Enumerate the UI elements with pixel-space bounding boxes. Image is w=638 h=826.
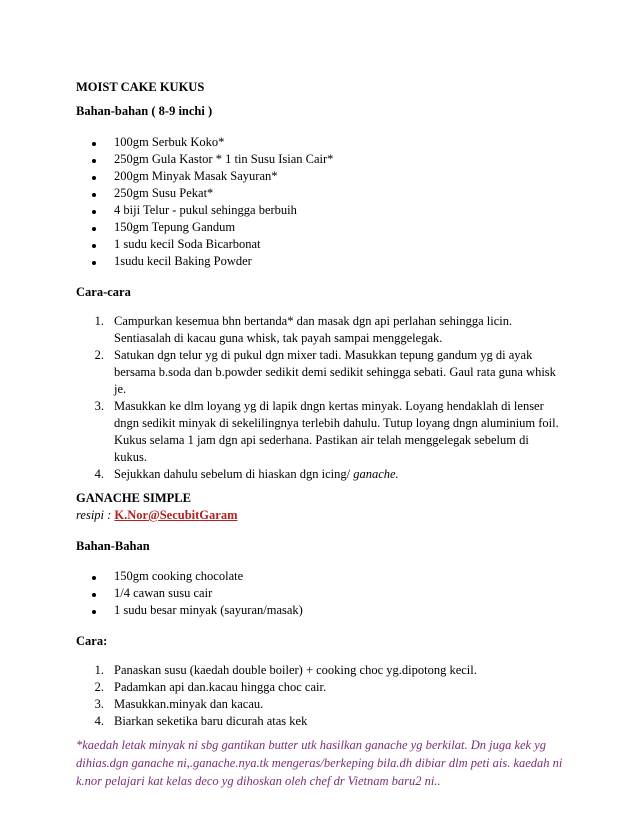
list-item: 250gm Susu Pekat* [114, 186, 214, 200]
step-number: 3. [94, 697, 104, 711]
list-item: 1 sudu kecil Soda Bicarbonat [114, 237, 261, 251]
bullet-icon [92, 159, 96, 163]
list-item: 100gm Serbuk Koko* [114, 135, 225, 149]
bahan2-heading: Bahan-Bahan [76, 539, 150, 553]
list-item: 250gm Gula Kastor * 1 tin Susu Isian Cair* [114, 152, 334, 166]
list-item: 150gm Tepung Gandum [114, 220, 236, 234]
list-item: 1/4 cawan susu cair [114, 586, 213, 600]
step-number: 2. [94, 680, 104, 694]
list-item [114, 467, 399, 482]
note-line: dihias.dgn ganache ni,.ganache.nya.tk mengeras/berkeping bila.dh dibiar dlm peti ais. kaedah ni [76, 756, 563, 770]
ganache-title: GANACHE SIMPLE [76, 491, 191, 505]
list-item: Panaskan susu (kaedah double boiler) + cooking choc yg.dipotong kecil. [114, 663, 477, 677]
list-item: 1sudu kecil Baking Powder [114, 254, 252, 268]
list-item: Padamkan api dan.kacau hingga choc cair. [114, 680, 327, 694]
step-number: 4. [94, 714, 104, 728]
bullet-icon [92, 193, 96, 197]
step-number: 1. [94, 314, 104, 328]
list-item: Masukkan.minyak dan kacau. [114, 697, 264, 711]
bahan-heading: Bahan-bahan ( 8-9 inchi ) [76, 104, 213, 118]
list-item: kukus. [114, 450, 147, 464]
bullet-icon [92, 576, 96, 580]
step-text-italic: ganache. [350, 467, 399, 481]
resipi-link[interactable]: K.Nor@SecubitGaram [114, 508, 238, 522]
list-item: Sentiasalah di kacau guna whisk, tak payah sampai menggelegak. [114, 331, 443, 345]
recipe-title: MOIST CAKE KUKUS [76, 80, 205, 94]
bullet-icon [92, 227, 96, 231]
step-number: 4. [94, 467, 104, 481]
bullet-icon [92, 593, 96, 597]
bullet-icon [92, 261, 96, 265]
step-number: 1. [94, 663, 104, 677]
list-item: Kukus selama 1 jam dgn api sederhana. Pastikan air telah menggelegak sebelum di [114, 433, 529, 447]
note-line: k.nor pelajari kat kelas deco yg dihoskan oleh chef dr Vietnam baru2 ni.. [76, 774, 441, 788]
list-item: dngn sedikit minyak di sekelilingnya terlebih dahulu. Tutup loyang dngn aluminium foil. [114, 416, 559, 430]
bullet-icon [92, 610, 96, 614]
list-item: 200gm Minyak Masak Sayuran* [114, 169, 278, 183]
list-item: je. [114, 382, 127, 396]
bullet-icon [92, 210, 96, 214]
list-item: 4 biji Telur - pukul sehingga berbuih [114, 203, 297, 217]
list-item: Biarkan seketika baru dicurah atas kek [114, 714, 308, 728]
step-number: 3. [94, 399, 104, 413]
bullet-icon [92, 244, 96, 248]
cara-heading: Cara-cara [76, 285, 131, 299]
bullet-icon [92, 142, 96, 146]
resipi-label: resipi : [76, 508, 115, 522]
step-text: Sejukkan dahulu sebelum di hiaskan dgn icing/ [114, 467, 351, 481]
list-item: 1 sudu besar minyak (sayuran/masak) [114, 603, 303, 617]
step-number: 2. [94, 348, 104, 362]
resipi-credit [76, 508, 238, 523]
cara2-heading: Cara: [76, 634, 108, 648]
list-item: Campurkan kesemua bhn bertanda* dan masak dgn api perlahan sehingga licin. [114, 314, 513, 328]
list-item: Satukan dgn telur yg di pukul dgn mixer tadi. Masukkan tepung gandum yg di ayak [114, 348, 533, 362]
list-item: bersama b.soda dan b.powder sedikit demi sedikit sehingga sebati. Gaul rata guna whisk [114, 365, 556, 379]
note-line: *kaedah letak minyak ni sbg gantikan butter utk hasilkan ganache yg berkilat. Dn juga kek yg [76, 738, 547, 752]
bullet-icon [92, 176, 96, 180]
list-item: Masukkan ke dlm loyang yg di lapik dngn kertas minyak. Loyang hendaklah di lenser [114, 399, 544, 413]
list-item: 150gm cooking chocolate [114, 569, 244, 583]
